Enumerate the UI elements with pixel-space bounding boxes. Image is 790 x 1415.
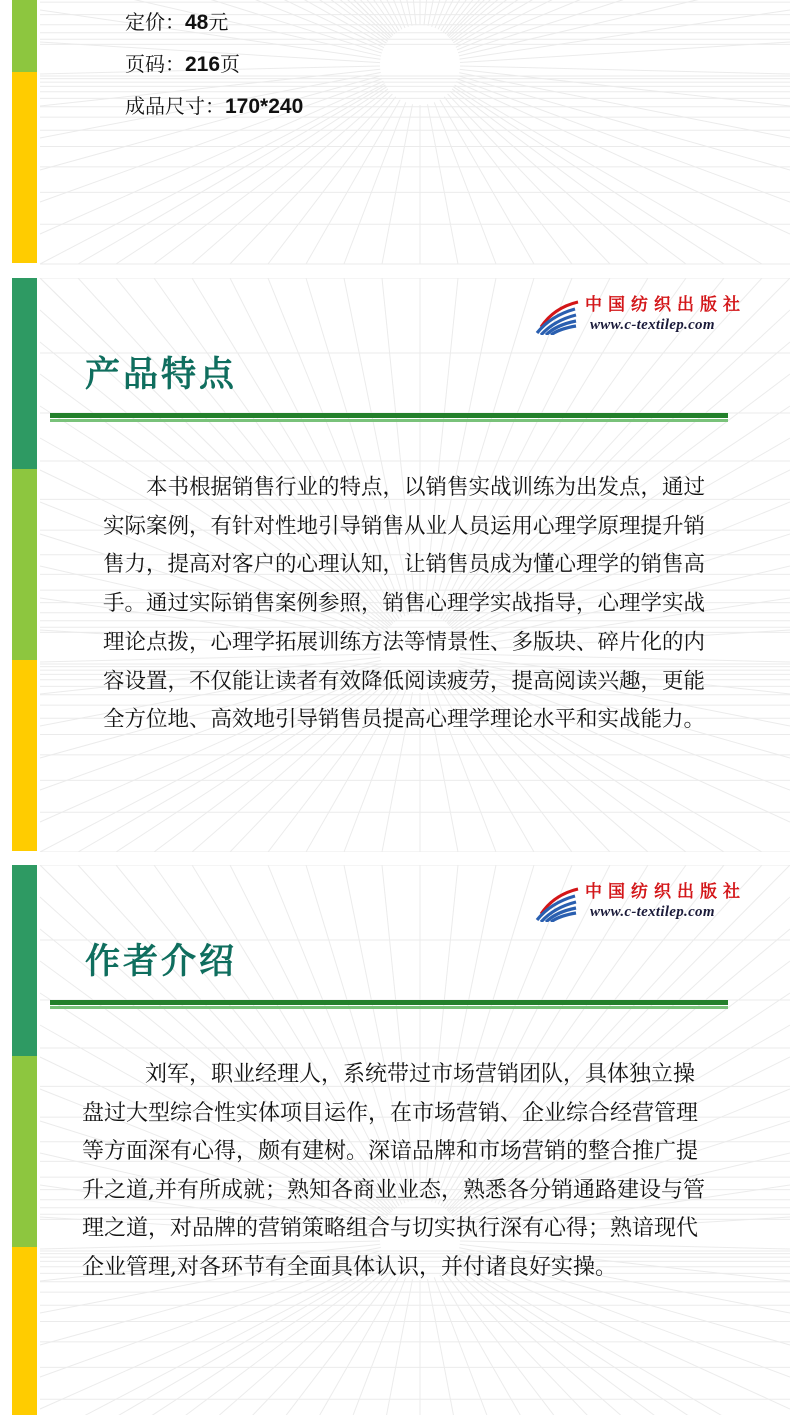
paragraph-line: 全方位地、高效地引导销售员提高心理学理论水平和实战能力。	[103, 707, 706, 733]
publisher-url: www.c-textilep.com	[590, 317, 715, 333]
title-divider	[50, 413, 728, 418]
accent-bar-lime	[12, 469, 37, 660]
features-paragraph	[103, 469, 705, 740]
spec-item-price	[125, 1, 303, 43]
publisher-logo-icon	[535, 297, 579, 335]
paragraph-line: 容设置，不仅能让读者有效降低阅读疲劳，提高阅读兴趣，更能	[103, 668, 706, 694]
spec-label: 成品尺寸：	[125, 94, 225, 118]
accent-bar-yellow	[12, 660, 37, 851]
publisher-name: 中国纺织出版社	[585, 882, 746, 902]
accent-bar-dark	[12, 278, 37, 469]
spec-label: 定价：	[125, 10, 185, 34]
publisher-url: www.c-textilep.com	[590, 904, 715, 920]
paragraph-line: 刘军，职业经理人，系统带过市场营销团队，具体独立操	[145, 1062, 696, 1087]
publisher-logo	[535, 295, 749, 337]
spec-label: 页码：	[125, 52, 185, 76]
spec-value: 170*240	[225, 95, 304, 118]
accent-bar-lime	[12, 0, 37, 72]
paragraph-line: 实际案例，有针对性地引导销售从业人员运用心理学原理提升销	[103, 513, 706, 539]
title-divider-thin	[50, 419, 728, 422]
paragraph-line: 理论点拨，心理学拓展训练方法等情景性、多版块、碎片化的内	[103, 629, 706, 655]
accent-bar-yellow	[12, 1247, 37, 1415]
accent-bar-dark	[12, 865, 37, 1056]
spec-value: 216	[185, 53, 221, 76]
publisher-logo	[535, 882, 749, 924]
author-paragraph	[82, 1056, 705, 1288]
accent-bar	[12, 0, 37, 263]
spec-list	[125, 1, 303, 127]
paragraph-line: 升之道,并有所成就；熟知各商业业态，熟悉各分销通路建设与管	[82, 1177, 705, 1203]
accent-bar	[12, 865, 37, 1415]
publisher-logo-icon	[535, 884, 579, 922]
paragraph-line: 手。通过实际销售案例参照，销售心理学实战指导，心理学实战	[103, 591, 706, 617]
accent-bar-yellow	[12, 72, 37, 263]
features-slide	[0, 278, 790, 852]
accent-bar	[12, 278, 37, 851]
paragraph-line: 理之道，对品牌的营销策略组合与切实执行深有心得；熟谙现代	[82, 1216, 699, 1242]
paragraph-line: 售力，提高对客户的心理认知，让销售员成为懂心理学的销售高	[103, 552, 706, 578]
paragraph-line: 盘过大型综合性实体项目运作，在市场营销、企业综合经营管理	[82, 1100, 699, 1126]
paragraph-line: 企业管理,对各环节有全面具体认识，并付诸良好实操。	[82, 1254, 617, 1280]
spec-item-size	[125, 85, 303, 127]
spec-item-pages	[125, 43, 303, 85]
author-title: 作者介绍	[85, 942, 238, 982]
author-slide	[0, 865, 790, 1415]
title-divider-thin	[50, 1006, 728, 1009]
spec-unit: 页	[220, 52, 241, 76]
title-divider	[50, 1000, 728, 1005]
spec-unit: 元	[208, 10, 229, 34]
features-title: 产品特点	[85, 355, 238, 395]
paragraph-line: 等方面深有心得，颇有建树。深谙品牌和市场营销的整合推广提	[82, 1139, 699, 1165]
background-grid	[0, 0, 790, 265]
accent-bar-lime	[12, 1056, 37, 1247]
publisher-name: 中国纺织出版社	[585, 295, 746, 315]
spec-value: 48	[185, 11, 209, 34]
specs-slide	[0, 0, 790, 265]
paragraph-line: 本书根据销售行业的特点，以销售实战训练为出发点，通过	[146, 475, 706, 500]
